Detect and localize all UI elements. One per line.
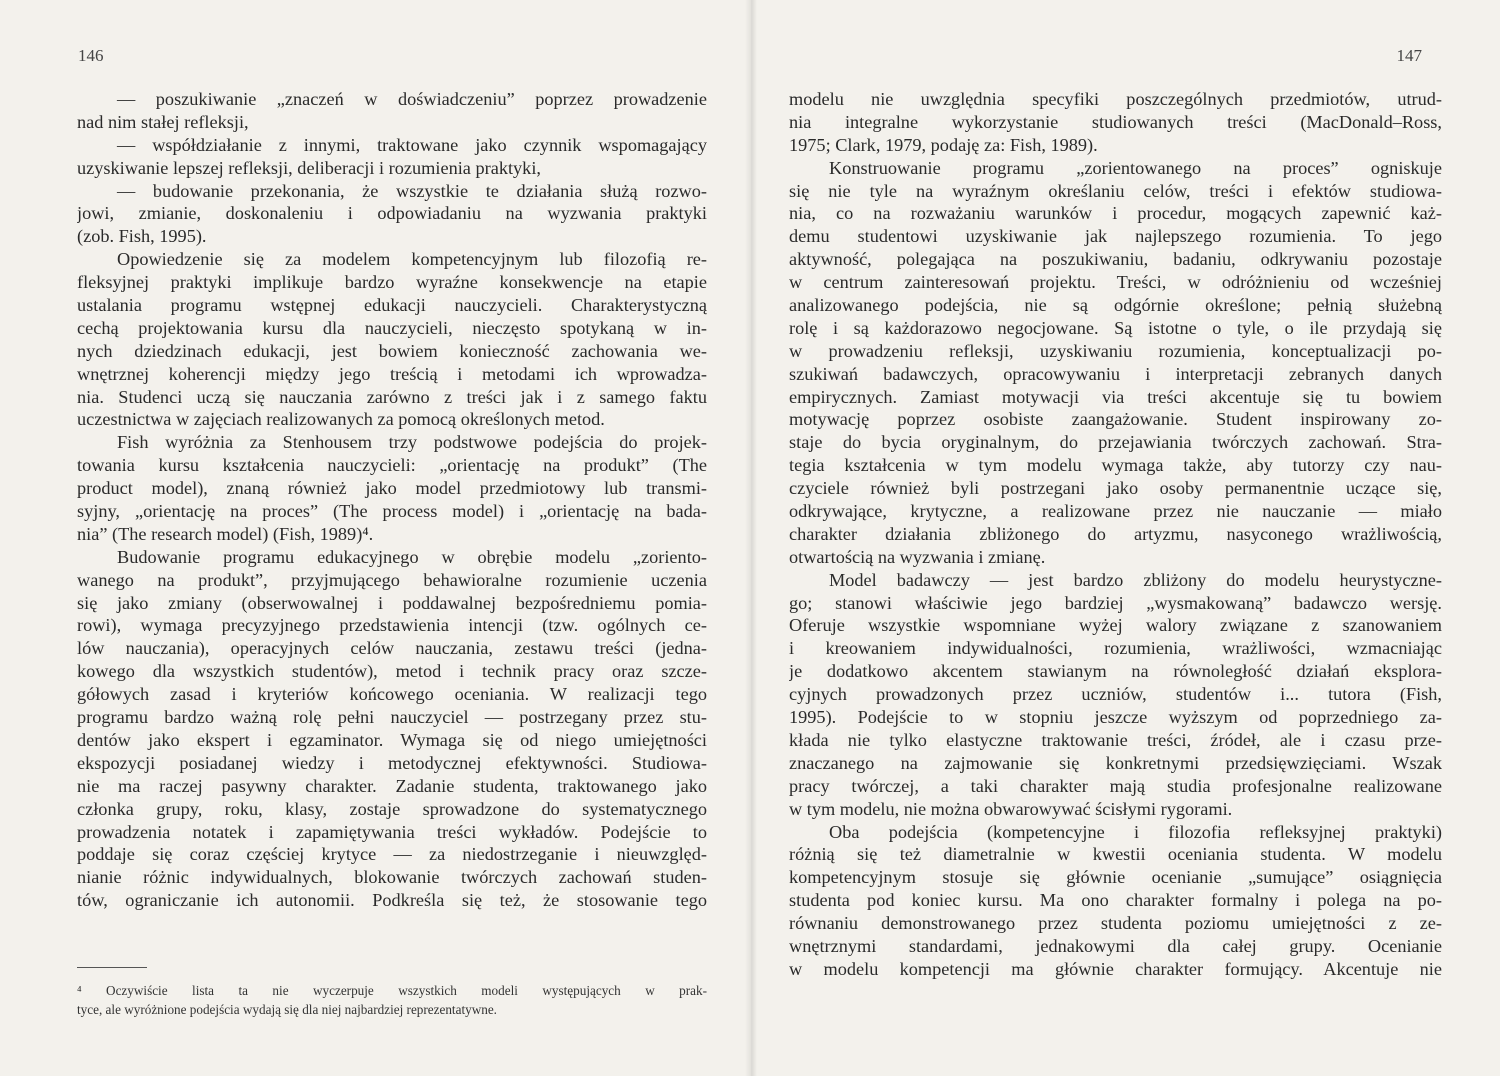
text-line: wnętrznej koherencji między jego treścią i metodami ich wprowadza- <box>77 363 707 384</box>
text-line: syjny, „orientację na proces” (The process model) i „orientację na bada- <box>77 501 707 522</box>
text-line: Fish wyróżnia za Stenhousem trzy podstwowe podejścia do projek- <box>117 432 707 453</box>
text-line: prowadzenia notatek i zapamiętywania treści wykładów. Podejście to <box>77 821 707 842</box>
text-line: w tym modelu, nie można obwarowywać ścisłymi rygorami. <box>789 798 1233 819</box>
text-line: staje do bycia oryginalnym, do przejawiania twórczych zachowań. Stra- <box>789 432 1442 453</box>
page-number: 147 <box>1396 46 1422 65</box>
text-line: nia. Studenci uczą się nauczania zarówno z treści jak i z samego faktu <box>77 386 707 407</box>
footnote-divider <box>77 967 147 968</box>
text-line: Oba podejścia (kompetencyjne i filozofia refleksyjnej praktyki) <box>829 821 1442 842</box>
text-line: charakter działania zbliżonego do artyzmu, nasyconego wrażliwością, <box>789 523 1442 544</box>
text-line: odkrywające, krytyczne, a realizowane przez nie nauczanie — miało <box>789 501 1442 522</box>
text-line: różnią się też diametralnie w kwestii oceniania studenta. W modelu <box>789 844 1442 865</box>
text-line: i kreowaniem indywidualności, rozumienia, wrażliwości, wzmacniając <box>789 638 1442 659</box>
text-line: je dodatkowo akcentem stawianym na równoległość działań eksplora- <box>789 661 1442 682</box>
text-line: otwartością na wyzwania i zmianę. <box>789 546 1046 567</box>
text-line: (zob. Fish, 1995). <box>77 226 207 247</box>
text-line: znaczanego na zajmowanie się konkretnymi przedsięwzięciami. Wszak <box>789 752 1442 773</box>
text-line: fleksyjnej praktyki implikuje bardzo wyraźne konsekwencje na etapie <box>77 272 707 293</box>
text-line: dentów jako ekspert i egzaminator. Wymaga się od niego umiejętności <box>77 729 707 750</box>
text-line: kłada nie tylko elastyczne traktowanie treści, źródeł, ale i czasu prze- <box>789 729 1442 750</box>
right-page <box>757 0 1500 1076</box>
text-line: nie ma raczej pasywny charakter. Zadanie studenta, traktowanego jako <box>77 775 707 796</box>
text-line: się jako zmiany (obserwowalnej i poddawalnej bezpośredniemu pomia- <box>77 592 707 613</box>
text-line: kowego dla wszystkich studentów), metod i technik pracy oraz szcze- <box>77 661 707 682</box>
text-line: nad nim stałej refleksji, <box>77 111 249 132</box>
text-line: go; stanowi właściwie jego bardziej „wysmakowaną” badawczo wersję. <box>789 592 1442 613</box>
text-line: nia integralne wykorzystanie studiowanych treści (MacDonald–Ross, <box>789 111 1442 132</box>
text-line: Opowiedzenie się za modelem kompetencyjnym lub filozofią re- <box>117 249 707 270</box>
text-line: ustalania programu wstępnej edukacji nauczycieli. Charakterystyczną <box>77 295 707 316</box>
text-line: nia” (The research model) (Fish, 1989)⁴. <box>77 523 374 544</box>
text-line: cechą projektowania kursu dla nauczycieli, nieczęsto spotykaną w in- <box>77 317 707 338</box>
body-text <box>77 88 707 912</box>
text-line: kompetencyjnym stosuje się głównie ocenianie „sumujące” osiągnięcia <box>789 867 1442 888</box>
text-line: tów, ograniczanie ich autonomii. Podkreśla się też, że stosowanie tego <box>77 890 707 911</box>
text-line: wnętrznymi standardami, jednakowymi dla całej grupy. Ocenianie <box>789 935 1442 956</box>
text-line: towania kursu kształcenia nauczycieli: „orientację na produkt” (The <box>77 455 707 476</box>
text-line: analizowanego podejścia, nie są odgórnie określone; pełnią służebną <box>789 295 1442 316</box>
text-line: Oferuje wszystkie wspomniane wyżej walory związane z szanowaniem <box>789 615 1442 636</box>
text-line: cyjnych prowadzonych przez uczniów, studentów i... tutora (Fish, <box>789 684 1442 705</box>
text-line: jowi, zmianie, doskonaleniu i odpowiadaniu na wyzwania praktyki <box>77 203 707 224</box>
text-line: się nie tyle na wyraźnym określaniu celów, treści i efektów studiowa- <box>789 180 1442 201</box>
text-line: Model badawczy — jest bardzo zbliżony do modelu heurystyczne- <box>829 569 1442 590</box>
footnote-line: tyce, ale wyróżnione podejścia wydają się dla niej najbardziej reprezentatywne. <box>77 1001 497 1017</box>
text-line: — poszukiwanie „znaczeń w doświadczeniu” poprzez prowadzenie <box>117 89 707 109</box>
text-line: nianie różnic indywidualnych, blokowanie twórczych zachowań studen- <box>77 867 707 888</box>
text-line: równaniu demonstrowanego przez studenta poziomu umiejętności z ze- <box>789 913 1442 934</box>
text-line: programu bardzo ważną rolę pełni nauczyciel — postrzegany przez stu- <box>77 707 707 728</box>
text-line: aktywność, polegająca na poszukiwaniu, badaniu, odkrywaniu pozostaje <box>789 249 1442 270</box>
text-line: poddaje się coraz częściej krytyce — za niedostrzeganie i nieuwzględ- <box>77 844 707 865</box>
book-gutter <box>745 0 757 1076</box>
body-text <box>789 88 1442 981</box>
text-line: 1975; Clark, 1979, podaję za: Fish, 1989). <box>789 134 1098 155</box>
text-line: gółowych zasad i kryteriów końcowego oceniania. W realizacji tego <box>77 684 707 705</box>
text-line: product model), znaną również jako model przedmiotowy lub transmi- <box>77 478 707 499</box>
left-page <box>0 0 745 1076</box>
text-line: uzyskiwanie lepszej refleksji, deliberacji i rozumienia praktyki, <box>77 157 541 178</box>
page-number: 146 <box>78 46 104 65</box>
text-line: studenta pod koniec kursu. Ma ono charakter formalny i polega na po- <box>789 890 1442 911</box>
text-line: w prowadzeniu refleksji, uzyskiwaniu rozumienia, konceptualizacji po- <box>789 340 1442 361</box>
text-line: Budowanie programu edukacyjnego w obrębie modelu „zoriento- <box>117 546 707 567</box>
text-line: uczestnictwa w zajęciach realizowanych za pomocą określonych metod. <box>77 409 605 430</box>
text-line: pracy twórczej, a taki charakter mają studia profesjonalne realizowane <box>789 775 1442 796</box>
text-line: 1995). Podejście to w stopniu jeszcze wyższym od poprzedniego za- <box>789 707 1442 728</box>
text-line: nych dziedzinach edukacji, jest bowiem konieczność zachowania we- <box>77 340 707 361</box>
text-line: czyciele również byli postrzegani jako osoby permanentnie uczące się, <box>789 478 1442 499</box>
text-line: — budowanie przekonania, że wszystkie te działania służą rozwo- <box>117 180 707 201</box>
footnote-line: ⁴ Oczywiście lista ta nie wyczerpuje wszystkich modeli występujących w prak- <box>77 983 707 998</box>
text-line: demu studentowi uzyskiwanie jak najlepszego rozumienia. To jego <box>789 226 1442 247</box>
text-line: Konstruowanie programu „zorientowanego na proces” ogniskuje <box>829 157 1442 178</box>
text-line: rowi), wymaga precyzyjnego przedstawienia intencji (tzw. ogólnych ce- <box>77 615 707 636</box>
text-line: szukiwań badawczych, opracowywaniu i interpretacji zebranych danych <box>789 363 1442 384</box>
text-line: ekspozycji posiadanej wiedzy i metodycznej efektywności. Studiowa- <box>77 752 707 773</box>
text-line: w centrum zainteresowań projektu. Treści, w odróżnieniu od wcześniej <box>789 272 1442 293</box>
text-line: lów nauczania), operacyjnych celów nauczania, zestawu treści (jedna- <box>77 638 707 659</box>
text-line: nia, co na rozważaniu warunków i procedur, mogących zapewnić każ- <box>789 203 1442 224</box>
text-line: rolę i są każdorazowo negocjowane. Są istotne o tyle, o ile przydają się <box>789 317 1442 338</box>
text-line: modelu nie uwzględnia specyfiki poszczególnych przedmiotów, utrud- <box>789 89 1442 109</box>
text-line: w modelu kompetencji ma głównie charakter formujący. Akcentuje nie <box>789 958 1442 979</box>
text-line: członka grupy, roku, klasy, zostaje sprowadzone do systematycznego <box>77 798 707 819</box>
text-line: wanego na produkt”, przyjmującego behawioralne rozumienie uczenia <box>77 569 707 590</box>
text-line: motywację poprzez osobiste zaangażowanie. Student inspirowany zo- <box>789 409 1442 430</box>
footnote <box>77 982 707 1019</box>
text-line: tegia kształcenia w tym modelu wymaga także, aby tutorzy czy nau- <box>789 455 1442 476</box>
text-line: — współdziałanie z innymi, traktowane jako czynnik wspomagający <box>117 134 707 155</box>
text-line: empirycznych. Zamiast motywacji via treści akcentuje się tu bowiem <box>789 386 1442 407</box>
